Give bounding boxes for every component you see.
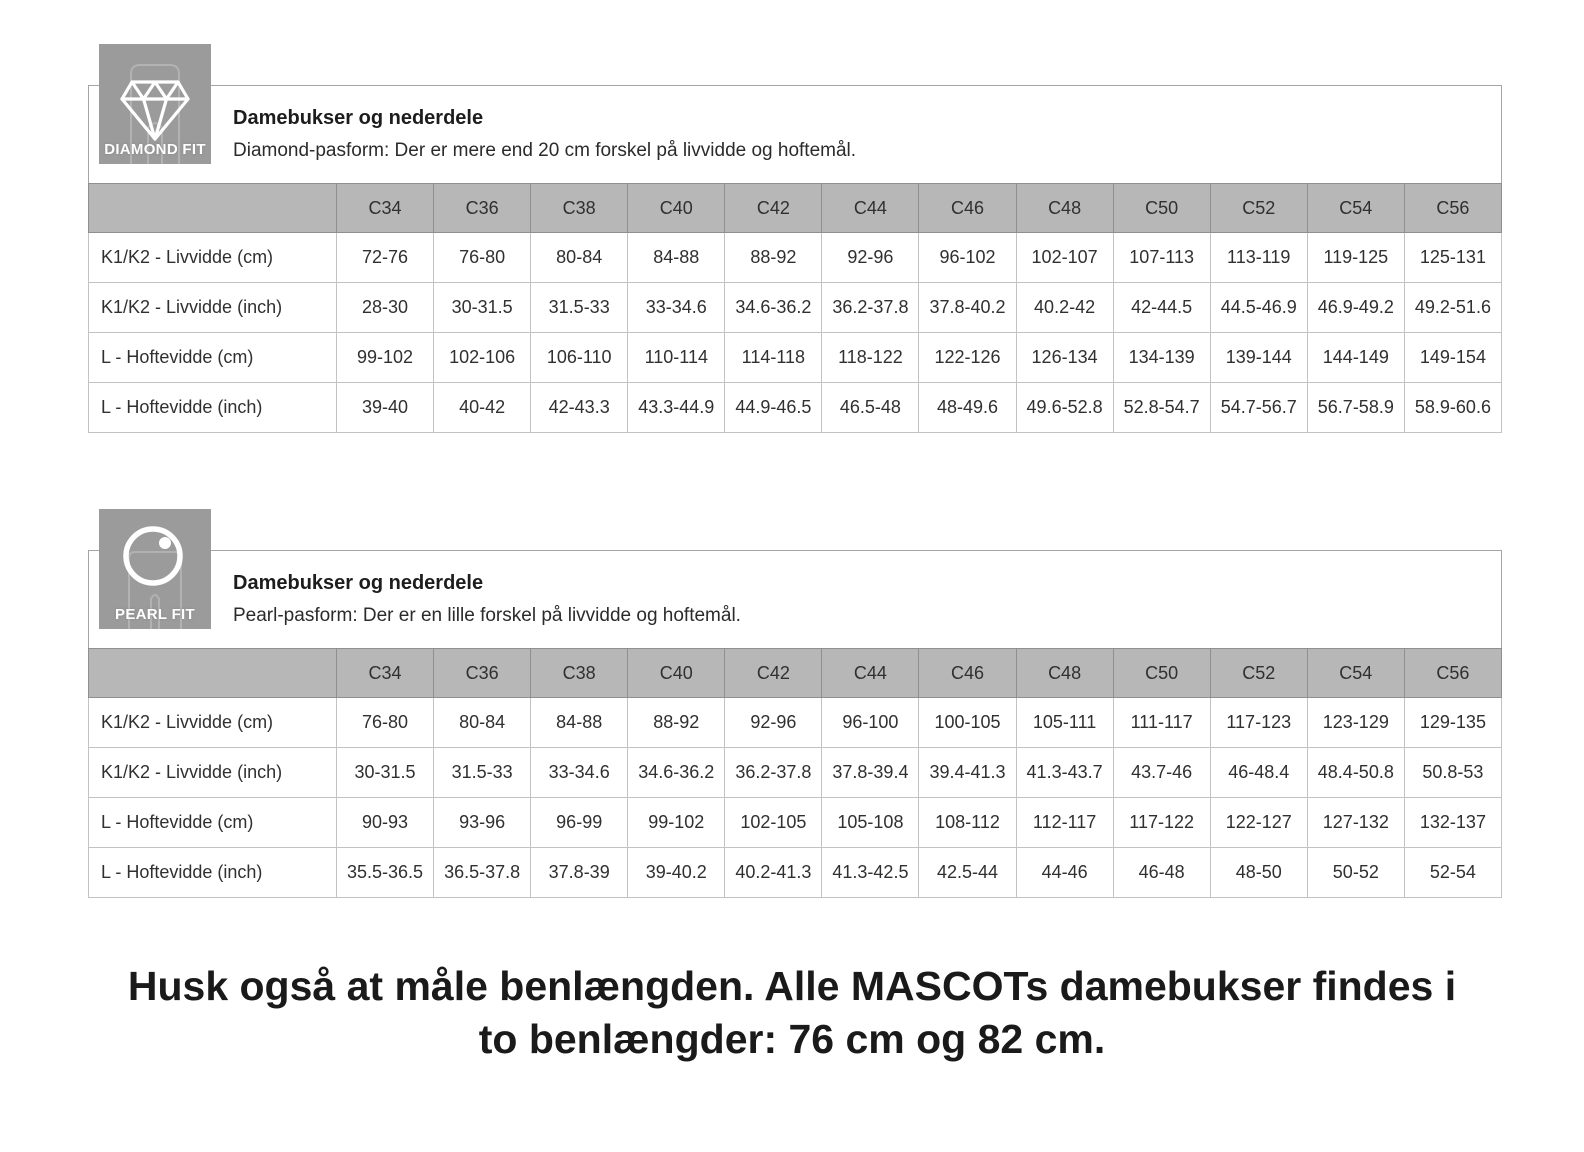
size-column-header: C50: [1113, 649, 1210, 698]
size-column-header: C40: [628, 649, 725, 698]
size-value-cell: 102-105: [725, 798, 822, 848]
size-value-cell: 99-102: [628, 798, 725, 848]
table-row: [89, 233, 1502, 283]
table-row: [89, 848, 1502, 898]
table-row: [89, 383, 1502, 433]
size-value-cell: 99-102: [337, 333, 434, 383]
size-value-cell: 56.7-58.9: [1307, 383, 1404, 433]
size-value-cell: 105-108: [822, 798, 919, 848]
size-value-cell: 93-96: [434, 798, 531, 848]
size-value-cell: 33-34.6: [531, 748, 628, 798]
size-value-cell: 37.8-39.4: [822, 748, 919, 798]
table-row: [89, 283, 1502, 333]
size-value-cell: 35.5-36.5: [337, 848, 434, 898]
size-value-cell: 113-119: [1210, 233, 1307, 283]
size-value-cell: 39-40: [337, 383, 434, 433]
size-column-header: C54: [1307, 184, 1404, 233]
size-value-cell: 46.5-48: [822, 383, 919, 433]
size-value-cell: 39.4-41.3: [919, 748, 1016, 798]
size-value-cell: 37.8-40.2: [919, 283, 1016, 333]
table-row: [89, 333, 1502, 383]
diamond-fit-header: [88, 85, 1502, 183]
size-value-cell: 117-122: [1113, 798, 1210, 848]
diamond-fit-section: [88, 85, 1502, 433]
size-value-cell: 123-129: [1307, 698, 1404, 748]
fit-badge-label: DIAMOND FIT: [104, 141, 206, 158]
fit-badge-label: PEARL FIT: [115, 606, 195, 623]
size-value-cell: 118-122: [822, 333, 919, 383]
pearl-fit-icon: [99, 509, 211, 629]
size-value-cell: 76-80: [434, 233, 531, 283]
size-column-header: C56: [1404, 184, 1501, 233]
size-value-cell: 52-54: [1404, 848, 1501, 898]
size-value-cell: 110-114: [628, 333, 725, 383]
size-value-cell: 102-107: [1016, 233, 1113, 283]
row-label: L - Hoftevidde (inch): [89, 383, 337, 433]
size-value-cell: 42-44.5: [1113, 283, 1210, 333]
size-column-header: C48: [1016, 649, 1113, 698]
size-value-cell: 46.9-49.2: [1307, 283, 1404, 333]
row-label: L - Hoftevidde (inch): [89, 848, 337, 898]
size-value-cell: 44.9-46.5: [725, 383, 822, 433]
size-value-cell: 41.3-42.5: [822, 848, 919, 898]
row-label: K1/K2 - Livvidde (cm): [89, 233, 337, 283]
size-value-cell: 42-43.3: [531, 383, 628, 433]
section-title: Damebukser og nederdele: [233, 572, 484, 594]
size-value-cell: 90-93: [337, 798, 434, 848]
size-column-header: C48: [1016, 184, 1113, 233]
size-value-cell: 40.2-42: [1016, 283, 1113, 333]
size-column-header: C38: [531, 649, 628, 698]
size-column-header: C46: [919, 184, 1016, 233]
size-value-cell: 114-118: [725, 333, 822, 383]
size-table-diamond: [88, 183, 1502, 433]
size-value-cell: 58.9-60.6: [1404, 383, 1501, 433]
size-column-header: C50: [1113, 184, 1210, 233]
size-value-cell: 92-96: [725, 698, 822, 748]
row-label: K1/K2 - Livvidde (inch): [89, 283, 337, 333]
size-value-cell: 106-110: [531, 333, 628, 383]
corner-cell: [89, 649, 337, 698]
size-column-header: C42: [725, 184, 822, 233]
size-column-header: C40: [628, 184, 725, 233]
size-value-cell: 102-106: [434, 333, 531, 383]
size-value-cell: 44.5-46.9: [1210, 283, 1307, 333]
size-value-cell: 31.5-33: [531, 283, 628, 333]
size-column-header: C44: [822, 649, 919, 698]
size-value-cell: 96-100: [822, 698, 919, 748]
size-value-cell: 129-135: [1404, 698, 1501, 748]
size-column-header: C56: [1404, 649, 1501, 698]
size-value-cell: 40.2-41.3: [725, 848, 822, 898]
size-value-cell: 139-144: [1210, 333, 1307, 383]
size-value-cell: 36.2-37.8: [725, 748, 822, 798]
row-label: L - Hoftevidde (cm): [89, 798, 337, 848]
size-value-cell: 80-84: [434, 698, 531, 748]
size-value-cell: 44-46: [1016, 848, 1113, 898]
section-subtitle: Pearl-pasform: Der er en lille forskel på livvidde og hoftemål.: [233, 605, 741, 626]
size-value-cell: 49.6-52.8: [1016, 383, 1113, 433]
size-value-cell: 34.6-36.2: [628, 748, 725, 798]
size-value-cell: 41.3-43.7: [1016, 748, 1113, 798]
size-value-cell: 48-49.6: [919, 383, 1016, 433]
size-value-cell: 96-102: [919, 233, 1016, 283]
size-value-cell: 43.7-46: [1113, 748, 1210, 798]
size-value-cell: 37.8-39: [531, 848, 628, 898]
size-value-cell: 117-123: [1210, 698, 1307, 748]
size-value-cell: 127-132: [1307, 798, 1404, 848]
size-value-cell: 84-88: [531, 698, 628, 748]
size-value-cell: 31.5-33: [434, 748, 531, 798]
size-value-cell: 46-48.4: [1210, 748, 1307, 798]
size-value-cell: 107-113: [1113, 233, 1210, 283]
size-value-cell: 112-117: [1016, 798, 1113, 848]
pearl-fit-header: [88, 550, 1502, 648]
size-header-row: [89, 649, 1502, 698]
size-value-cell: 122-127: [1210, 798, 1307, 848]
size-value-cell: 39-40.2: [628, 848, 725, 898]
size-value-cell: 92-96: [822, 233, 919, 283]
size-value-cell: 28-30: [337, 283, 434, 333]
size-value-cell: 48.4-50.8: [1307, 748, 1404, 798]
size-value-cell: 105-111: [1016, 698, 1113, 748]
table-row: [89, 748, 1502, 798]
size-value-cell: 49.2-51.6: [1404, 283, 1501, 333]
size-value-cell: 40-42: [434, 383, 531, 433]
size-column-header: C42: [725, 649, 822, 698]
size-column-header: C46: [919, 649, 1016, 698]
row-label: L - Hoftevidde (cm): [89, 333, 337, 383]
footer-note: [0, 960, 1584, 1066]
size-value-cell: 119-125: [1307, 233, 1404, 283]
size-column-header: C52: [1210, 649, 1307, 698]
size-header-row: [89, 184, 1502, 233]
corner-cell: [89, 184, 337, 233]
size-column-header: C54: [1307, 649, 1404, 698]
size-value-cell: 149-154: [1404, 333, 1501, 383]
size-value-cell: 132-137: [1404, 798, 1501, 848]
size-table-pearl: [88, 648, 1502, 898]
diamond-fit-icon: [99, 44, 211, 164]
size-value-cell: 50-52: [1307, 848, 1404, 898]
size-value-cell: 43.3-44.9: [628, 383, 725, 433]
size-value-cell: 88-92: [628, 698, 725, 748]
size-column-header: C34: [337, 184, 434, 233]
size-value-cell: 84-88: [628, 233, 725, 283]
size-value-cell: 42.5-44: [919, 848, 1016, 898]
size-value-cell: 111-117: [1113, 698, 1210, 748]
size-value-cell: 80-84: [531, 233, 628, 283]
row-label: K1/K2 - Livvidde (inch): [89, 748, 337, 798]
size-value-cell: 72-76: [337, 233, 434, 283]
size-value-cell: 33-34.6: [628, 283, 725, 333]
size-value-cell: 134-139: [1113, 333, 1210, 383]
size-column-header: C38: [531, 184, 628, 233]
size-value-cell: 36.2-37.8: [822, 283, 919, 333]
size-value-cell: 30-31.5: [337, 748, 434, 798]
size-value-cell: 34.6-36.2: [725, 283, 822, 333]
table-row: [89, 698, 1502, 748]
size-column-header: C36: [434, 184, 531, 233]
size-value-cell: 108-112: [919, 798, 1016, 848]
size-value-cell: 96-99: [531, 798, 628, 848]
section-subtitle: Diamond-pasform: Der er mere end 20 cm forskel på livvidde og hoftemål.: [233, 140, 857, 161]
size-value-cell: 48-50: [1210, 848, 1307, 898]
table-row: [89, 798, 1502, 848]
footer-note-line-2: to benlængder: 76 cm og 82 cm.: [478, 1016, 1106, 1062]
size-value-cell: 88-92: [725, 233, 822, 283]
size-value-cell: 36.5-37.8: [434, 848, 531, 898]
size-column-header: C34: [337, 649, 434, 698]
size-value-cell: 76-80: [337, 698, 434, 748]
size-value-cell: 50.8-53: [1404, 748, 1501, 798]
size-value-cell: 54.7-56.7: [1210, 383, 1307, 433]
size-value-cell: 52.8-54.7: [1113, 383, 1210, 433]
size-value-cell: 30-31.5: [434, 283, 531, 333]
size-column-header: C44: [822, 184, 919, 233]
size-value-cell: 126-134: [1016, 333, 1113, 383]
footer-note-line-1: Husk også at måle benlængden. Alle MASCOTs damebukser findes i: [127, 963, 1457, 1009]
pearl-fit-section: [88, 550, 1502, 898]
size-value-cell: 144-149: [1307, 333, 1404, 383]
size-value-cell: 46-48: [1113, 848, 1210, 898]
section-title: Damebukser og nederdele: [233, 107, 484, 129]
size-value-cell: 100-105: [919, 698, 1016, 748]
size-column-header: C36: [434, 649, 531, 698]
size-column-header: C52: [1210, 184, 1307, 233]
size-value-cell: 125-131: [1404, 233, 1501, 283]
size-value-cell: 122-126: [919, 333, 1016, 383]
row-label: K1/K2 - Livvidde (cm): [89, 698, 337, 748]
